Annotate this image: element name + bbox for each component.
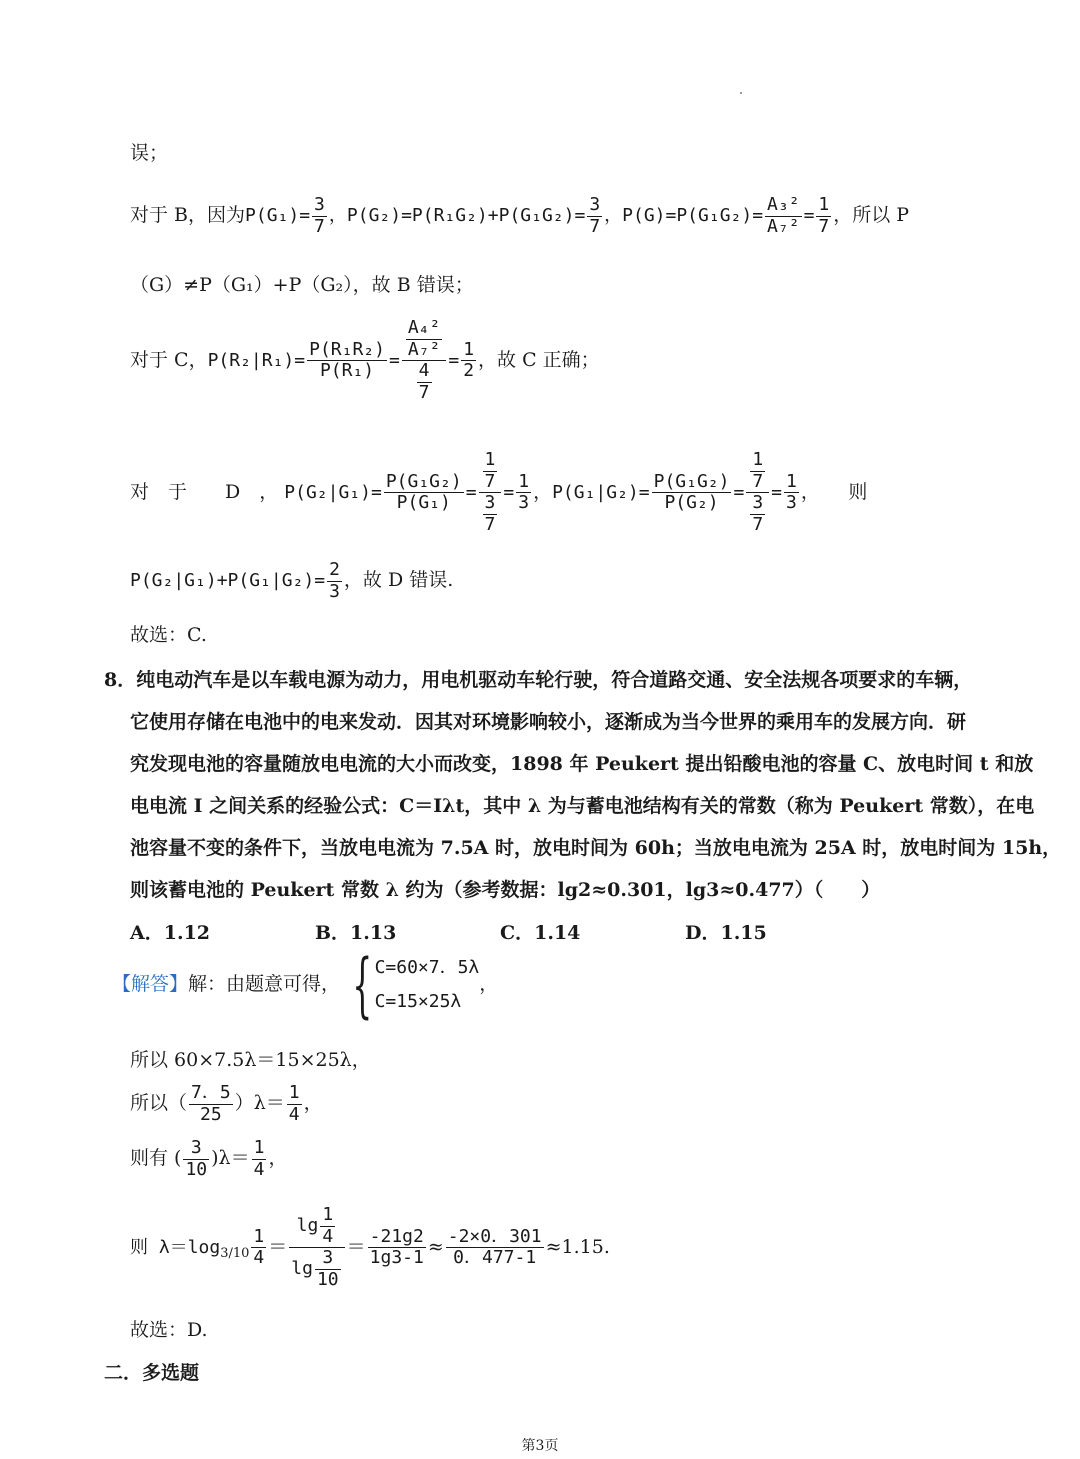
equation-system: C=60×7．5λ C=15×25λ [374, 957, 480, 1012]
fraction: $\frac{7.5}{25}$ [191, 1082, 231, 1125]
text-line: （G）≠P（G₁）+P（G₂），故 B 错误； [130, 274, 474, 296]
compound-fraction: $\frac{\frac{\text{A₄²}}{\text{A₇²}}}{\frac{4}{7}}$ [402, 318, 447, 404]
solution-line: 所以 60×7.5λ＝15×25λ， [130, 1049, 371, 1071]
fraction: $\frac{1}{4}$ [253, 1225, 265, 1269]
option-c: C．1.14 [500, 922, 581, 944]
fraction: $\frac{-21g2}{1g3-1}$ [369, 1225, 424, 1269]
option-b-analysis: 对于 B，因为P(G₁)= $\frac{3}{7}$ ，P(G₂)=P(R₁G₂)+P(G₁G₂)= $\frac{3}{7}$ ，P(G)=P(G₁G₂)= $\frac{\text{A₃²}}{\text{A₇²}}$ = $\frac{1}{7}$ ，所以 P [130, 194, 910, 237]
fraction: $\frac{1}{2}$ [463, 338, 475, 382]
text-line: 误； [130, 142, 169, 164]
fraction: $\frac{\text{P(G₁G₂)}}{\text{P(G₂)}}$ [653, 470, 730, 514]
question-8-line: 究发现电池的容量随放电电流的大小而改变，1898 年 Peukert 提出铅酸电池的容量 C、放电时间 t 和放 [130, 753, 1034, 775]
section-heading: 二．多选题 [104, 1362, 200, 1384]
fraction: $\frac{3}{7}$ [589, 194, 601, 237]
fraction: $\frac{3}{7}$ [314, 194, 325, 237]
question-8-line: 8．纯电动汽车是以车载电源为动力，用电机驱动车轮行驶，符合道路交通、安全法规各项要求的车辆， [104, 669, 973, 691]
solution-line: 则 $\lambda=\log_{3/10}$ $\frac{1}{4}$ ＝ lg $\frac{1}{4}$ lg $\frac{3}{10}$ ＝ $\frac{-21g2}{1g3-1}$ ≈ $\frac{-2\times 0.301}{0.477-1}$ ≈1.15. [130, 1204, 610, 1291]
sum-line: P(G₂|G₁)+P(G₁|G₂)= $\frac{2}{3}$ ，故 D 错误. [130, 559, 454, 602]
solution-line: 所以（ $\frac{7.5}{25}$ ）λ＝ $\frac{1}{4}$ ， [130, 1082, 323, 1125]
question-8-line: 它使用存储在电池中的电来发动．因其对环境影响较小，逐渐成为当今世界的乘用车的发展方向．研 [130, 711, 967, 733]
fraction: $\frac{\text{A₃²}}{\text{A₇²}}$ [767, 194, 800, 237]
compound-fraction: lg $\frac{1}{4}$ lg $\frac{3}{10}$ [289, 1205, 344, 1291]
fraction: $\frac{1}{7}$ [818, 194, 830, 237]
fraction: $\frac{1}{4}$ [288, 1082, 300, 1125]
compound-fraction: $\frac{\frac{1}{7}}{\frac{3}{7}}$ [479, 450, 502, 536]
solution-start: 【解答】解：由题意可得， { C=60×7．5λ C=15×25λ ， [112, 944, 499, 1026]
question-8-line: 池容量不变的条件下，当放电电流为 7.5A 时，放电时间为 60h；当放电电流为 25A 时，放电时间为 15h， [130, 837, 1062, 859]
question-8-line: 则该蓄电池的 Peukert 常数 λ 约为（参考数据：lg2≈0.301，lg3≈0.477）（ ） [130, 879, 881, 901]
option-a: A．1.12 [130, 922, 211, 944]
fraction: $\frac{1}{3}$ [518, 470, 530, 514]
option-d: D．1.15 [685, 922, 767, 944]
option-d-analysis: 对 于 D ， P(G₂|G₁)= $\frac{\text{P(G₁G₂)}}{\text{P(G₁)}}$ = $\frac{\frac{1}{7}}{\frac{3}{7}}$ = $\frac{1}{3}$ ，P(G₁|G₂)= $\frac{\text{P(G₁G₂)}}{\text{P(G₂)}}$ = $\frac{\frac{1}{7}}{\frac{3}{7}}$ = $\frac{1}{3}$ ， 则 [130, 449, 868, 536]
fraction: $\frac{\text{P(G₁G₂)}}{\text{P(G₁)}}$ [385, 470, 462, 514]
options-row [130, 918, 870, 945]
fraction: $\frac{2}{3}$ [329, 559, 340, 602]
compound-fraction: $\frac{\frac{1}{7}}{\frac{3}{7}}$ [746, 450, 769, 536]
scan-dot [740, 92, 742, 94]
solution-tag: 【解答】 [112, 973, 189, 995]
fraction: $\frac{-2\times 0.301}{0.477-1}$ [447, 1225, 542, 1269]
fraction: $\frac{1}{4}$ [253, 1137, 265, 1180]
answer-line: 故选：D. [130, 1319, 208, 1341]
fraction: $\frac{3}{10}$ [185, 1137, 208, 1180]
brace-icon: { [352, 944, 373, 1026]
option-b: B．1.13 [315, 922, 397, 944]
question-8-line: 电电流 I 之间关系的经验公式：C＝Iλt，其中 λ 为与蓄电池结构有关的常数（称为 Peukert 常数），在电 [130, 795, 1035, 817]
fraction: $\frac{\text{P(R₁R₂)}}{\text{P(R₁)}}$ [309, 338, 385, 382]
answer-line: 故选：C. [130, 624, 207, 646]
page-number: 第3页 [521, 1438, 559, 1454]
fraction: $\frac{1}{3}$ [786, 470, 797, 514]
option-c-analysis: 对于 C，P(R₂|R₁)= $\frac{\text{P(R₁R₂)}}{\text{P(R₁)}}$ = $\frac{\frac{\text{A₄²}}{\text{A₇²}}}{\frac{4}{7}}$ = $\frac{1}{2}$ ，故 C 正确； [130, 317, 600, 404]
solution-line: 则有 ( $\frac{3}{10}$ )λ＝ $\frac{1}{4}$ ， [130, 1137, 288, 1180]
